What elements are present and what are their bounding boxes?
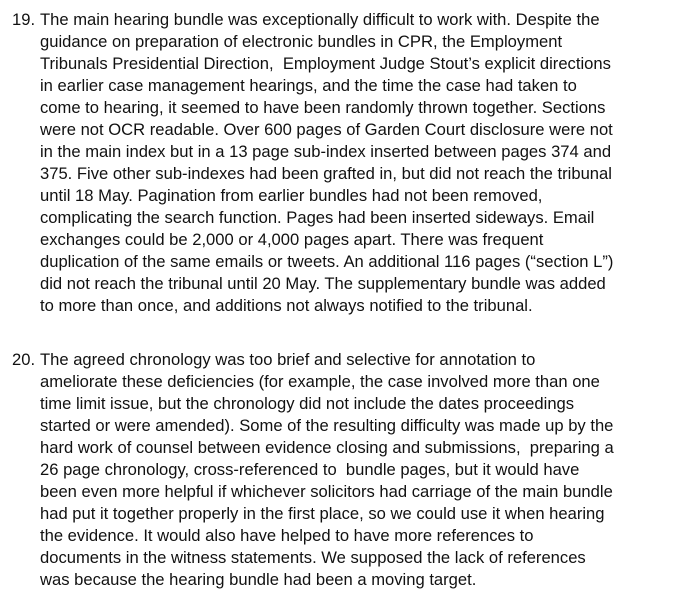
- text-line: The agreed chronology was too brief and selective for annotation to: [40, 350, 536, 369]
- text-line: had put it together properly in the first place, so we could use it when hearing: [40, 504, 605, 523]
- paragraph-text: [40, 9, 680, 317]
- text-line: exchanges could be 2,000 or 4,000 pages apart. There was frequent: [40, 230, 544, 249]
- text-line: were not OCR readable. Over 600 pages of Garden Court disclosure were not: [40, 120, 613, 139]
- text-line: duplication of the same emails or tweets. An additional 116 pages (“section L”): [40, 252, 614, 271]
- text-line: 375. Five other sub-indexes had been grafted in, but did not reach the tribunal: [40, 164, 612, 183]
- text-line: hard work of counsel between evidence closing and submissions, preparing a: [40, 438, 614, 457]
- text-line: The main hearing bundle was exceptionally difficult to work with. Despite the: [40, 10, 600, 29]
- text-line: Tribunals Presidential Direction, Employment Judge Stout’s explicit directions: [40, 54, 611, 73]
- text-line: 26 page chronology, cross-referenced to bundle pages, but it would have: [40, 460, 580, 479]
- text-line: ameliorate these deficiencies (for example, the case involved more than one: [40, 372, 600, 391]
- text-line: started or were amended). Some of the resulting difficulty was made up by the: [40, 416, 614, 435]
- text-line: in the main index but in a 13 page sub-index inserted between pages 374 and: [40, 142, 612, 161]
- text-line: guidance on preparation of electronic bundles in CPR, the Employment: [40, 32, 563, 51]
- text-line: did not reach the tribunal until 20 May. The supplementary bundle was added: [40, 274, 606, 293]
- text-line: was because the hearing bundle had been a moving target.: [40, 570, 477, 589]
- text-line: the evidence. It would also have helped to have more references to: [40, 526, 534, 545]
- text-line: in earlier case management hearings, and the time the case had taken to: [40, 76, 577, 95]
- text-line: complicating the search function. Pages had been inserted sideways. Email: [40, 208, 595, 227]
- text-line: come to hearing, it seemed to have been randomly thrown together. Sections: [40, 98, 606, 117]
- paragraph-number: 20.: [12, 350, 36, 369]
- paragraph-text: [40, 349, 680, 591]
- text-line: to more than once, and additions not always notified to the tribunal.: [40, 296, 533, 315]
- paragraph-number: 19.: [12, 10, 36, 29]
- text-line: been even more helpful if whichever solicitors had carriage of the main bundle: [40, 482, 613, 501]
- text-line: time limit issue, but the chronology did not include the dates proceedings: [40, 394, 575, 413]
- text-line: documents in the witness statements. We supposed the lack of references: [40, 548, 586, 567]
- text-line: until 18 May. Pagination from earlier bundles had not been removed,: [40, 186, 543, 205]
